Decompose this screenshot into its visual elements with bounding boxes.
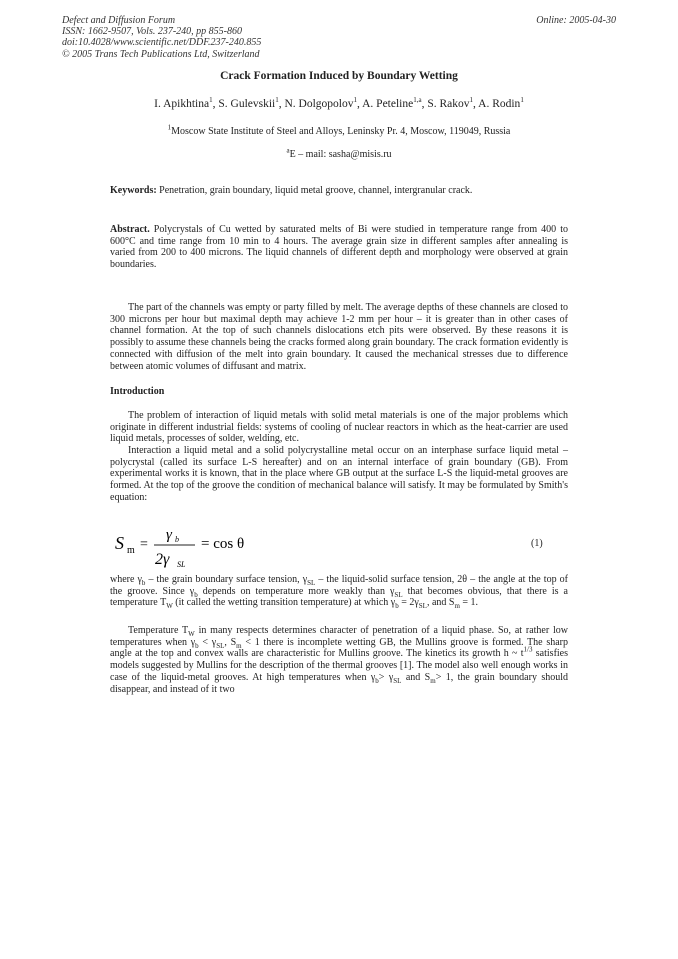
body-paragraph-temperature xyxy=(110,625,568,695)
text-run: where γ xyxy=(110,574,142,585)
email-line xyxy=(0,146,678,160)
subscript: m xyxy=(430,676,436,685)
email-mark: a xyxy=(286,146,290,155)
subscript: m xyxy=(454,602,460,611)
text-run: depends on temperature more weakly than γ xyxy=(197,585,395,597)
online-date: Online: 2005-04-30 xyxy=(536,15,616,26)
author-name: N. Dolgopolov xyxy=(284,98,354,110)
text-run: (it called the wetting transition temperature) at which γ xyxy=(172,597,396,609)
affiliation xyxy=(0,123,678,137)
affiliation-mark: 1 xyxy=(167,123,172,132)
intro-paragraph-1: The problem of interaction of liquid metals with solid metal materials is one of the major problems which originate in different industrial fields: systems of cooling of nuclear reactors in which as the heat-carrier are used liquid metals, processes of solder, welding, etc. xyxy=(110,410,568,445)
text-run: that becomes obvious, that there is a temperature T xyxy=(110,585,568,609)
keywords-label: Keywords: xyxy=(110,185,157,196)
abstract-paragraph-1 xyxy=(110,224,568,271)
subscript: b xyxy=(395,602,399,611)
text-run: = 2γ xyxy=(398,597,419,609)
author-name: S. Gulevskii xyxy=(218,98,276,110)
eq-lhs: S xyxy=(115,533,124,553)
keywords-text: Penetration, grain boundary, liquid metal groove, channel, intergranular crack. xyxy=(156,185,473,196)
author-affil-mark: 1 xyxy=(209,96,213,105)
text-run: , and S xyxy=(426,597,455,609)
text-run: > γ xyxy=(378,671,394,683)
text-run: < 1 there is incomplete wetting GB, the Mullins groove is formed. The sharp angle at the top and convex walls are characteristic for Mullins groove. The kinetics its growth h ~ t xyxy=(110,636,569,660)
subscript: SL xyxy=(393,676,402,685)
journal-name: Defect and Diffusion Forum xyxy=(62,15,176,26)
abstract-label: Abstract. xyxy=(110,224,150,235)
equation-number: (1) xyxy=(531,538,543,549)
eq-denominator-sub: SL xyxy=(177,560,186,569)
subscript: b xyxy=(195,641,199,650)
subscript: W xyxy=(188,630,195,638)
text-run: Temperature T xyxy=(128,625,189,636)
section-heading-introduction: Introduction xyxy=(110,386,165,397)
journal-header xyxy=(62,15,261,60)
subscript: SL xyxy=(307,579,316,587)
text-run: and S xyxy=(401,671,431,683)
email-text: E – mail: sasha@misis.ru xyxy=(289,149,392,160)
intro-paragraph-2: Interaction a liquid metal and a solid polycrystalline metal occur on an interphase surface liquid metal – polycrystal (called its surface L-S hereafter) and on an internal interface of grain boundary (GB). From experimental works it is known, that in the place where GB output at the surface L-S the liquid-metal grooves are formed. At the top of the groove the condition of mechanical balance will satisfy. It may be formulated by Smith's equation: xyxy=(110,445,568,503)
subscript: SL xyxy=(394,590,403,599)
keywords xyxy=(110,185,472,196)
subscript: SL xyxy=(418,602,427,611)
smith-equation xyxy=(113,523,573,569)
text-run: – the liquid-solid surface tension, 2θ – the angle at the top of the groove. Since γ xyxy=(110,574,568,597)
text-run: in many respects determines character of penetration of a liquid phase. So, at rather low temperatures when γ xyxy=(110,625,569,648)
eq-numerator-sub: b xyxy=(175,535,179,544)
author-affil-mark: 1,a xyxy=(413,96,422,105)
text-run: > 1, the grain boundary should disappear, and instead of it two xyxy=(110,671,569,695)
abstract-paragraph-2: The part of the channels was empty or party filled by melt. The average depths of these channels are closed to 300 microns per hour but maximal depth may achieve 1-2 mm per hour – it is greater than in other cases of channel formation. At the top of such channels dislocations etch pits were observed. By these reasons it is possibly to assume these channels being the cracks formed along grain boundary. The crack formation evidently is connected with diffusion of the melt into grain boundary. It caused the mechanical stresses due to difference between atomic volumes of diffusant and matrix. xyxy=(110,302,568,372)
author-name: A. Rodin xyxy=(478,98,521,110)
superscript: 1/3 xyxy=(523,646,533,655)
author-name: I. Apikhtina xyxy=(154,98,210,110)
eq-rhs: = cos θ xyxy=(201,536,245,552)
body-paragraph-where xyxy=(110,574,568,609)
author-name: S. Rakov xyxy=(427,98,470,110)
copyright: © 2005 Trans Tech Publications Ltd, Switzerland xyxy=(62,48,260,60)
author-name: A. Peteline xyxy=(362,98,414,110)
eq-equals: = xyxy=(140,537,148,552)
eq-lhs-sub: m xyxy=(127,545,135,556)
text-run: < γ xyxy=(198,636,217,648)
author-list: I. Apikhtina$^1$, S. Gulevskii$^1$, N. Dolgopolov$^1$, A. Peteline$^{1,a}$, S. Rakov$^1$, A. Rodin$^1$ xyxy=(154,96,524,110)
author-affil-mark: 1 xyxy=(275,96,279,105)
subscript: m xyxy=(236,641,242,650)
author-affil-mark: 1 xyxy=(353,96,357,105)
subscript: W xyxy=(166,602,173,611)
subscript: SL xyxy=(216,641,225,650)
eq-numerator: γ xyxy=(166,527,172,543)
subscript: b xyxy=(194,590,198,599)
author-affil-mark: 1 xyxy=(520,96,524,105)
author-affil-mark: 1 xyxy=(469,96,474,105)
text-run: , S xyxy=(224,636,237,648)
paper-title: Crack Formation Induced by Boundary Wetting xyxy=(220,70,458,82)
eq-denominator: 2γ xyxy=(155,551,170,568)
abstract-text-1: Polycrystals of Cu wetted by saturated melts of Bi were studied in temperature range from 400 to 600°C and time range from 10 min to 4 hours. The average grain size in different samples after annealing is varied from 200 to 400 microns. The liquid channels of different depth and morphology were observed at grain boundaries. xyxy=(110,224,568,271)
issn: ISSN: 1662-9507, Vols. 237-240, pp 855-860 xyxy=(62,26,242,38)
text-run: – the grain boundary surface tension, γ xyxy=(145,574,308,585)
affiliation-text: Moscow State Institute of Steel and Alloys, Leninsky Pr. 4, Moscow, 119049, Russia xyxy=(171,126,511,137)
text-run: = 1. xyxy=(459,597,479,609)
subscript: b xyxy=(141,579,146,587)
doi: doi:10.4028/www.scientific.net/DDF.237-240.855 xyxy=(62,37,262,49)
subscript: b xyxy=(375,676,379,685)
text-run: satisfies models suggested by Mullins for the description of the thermal grooves [1]. The model also well enough works in case of the liquid-metal grooves. At high temperatures when γ xyxy=(110,648,569,683)
